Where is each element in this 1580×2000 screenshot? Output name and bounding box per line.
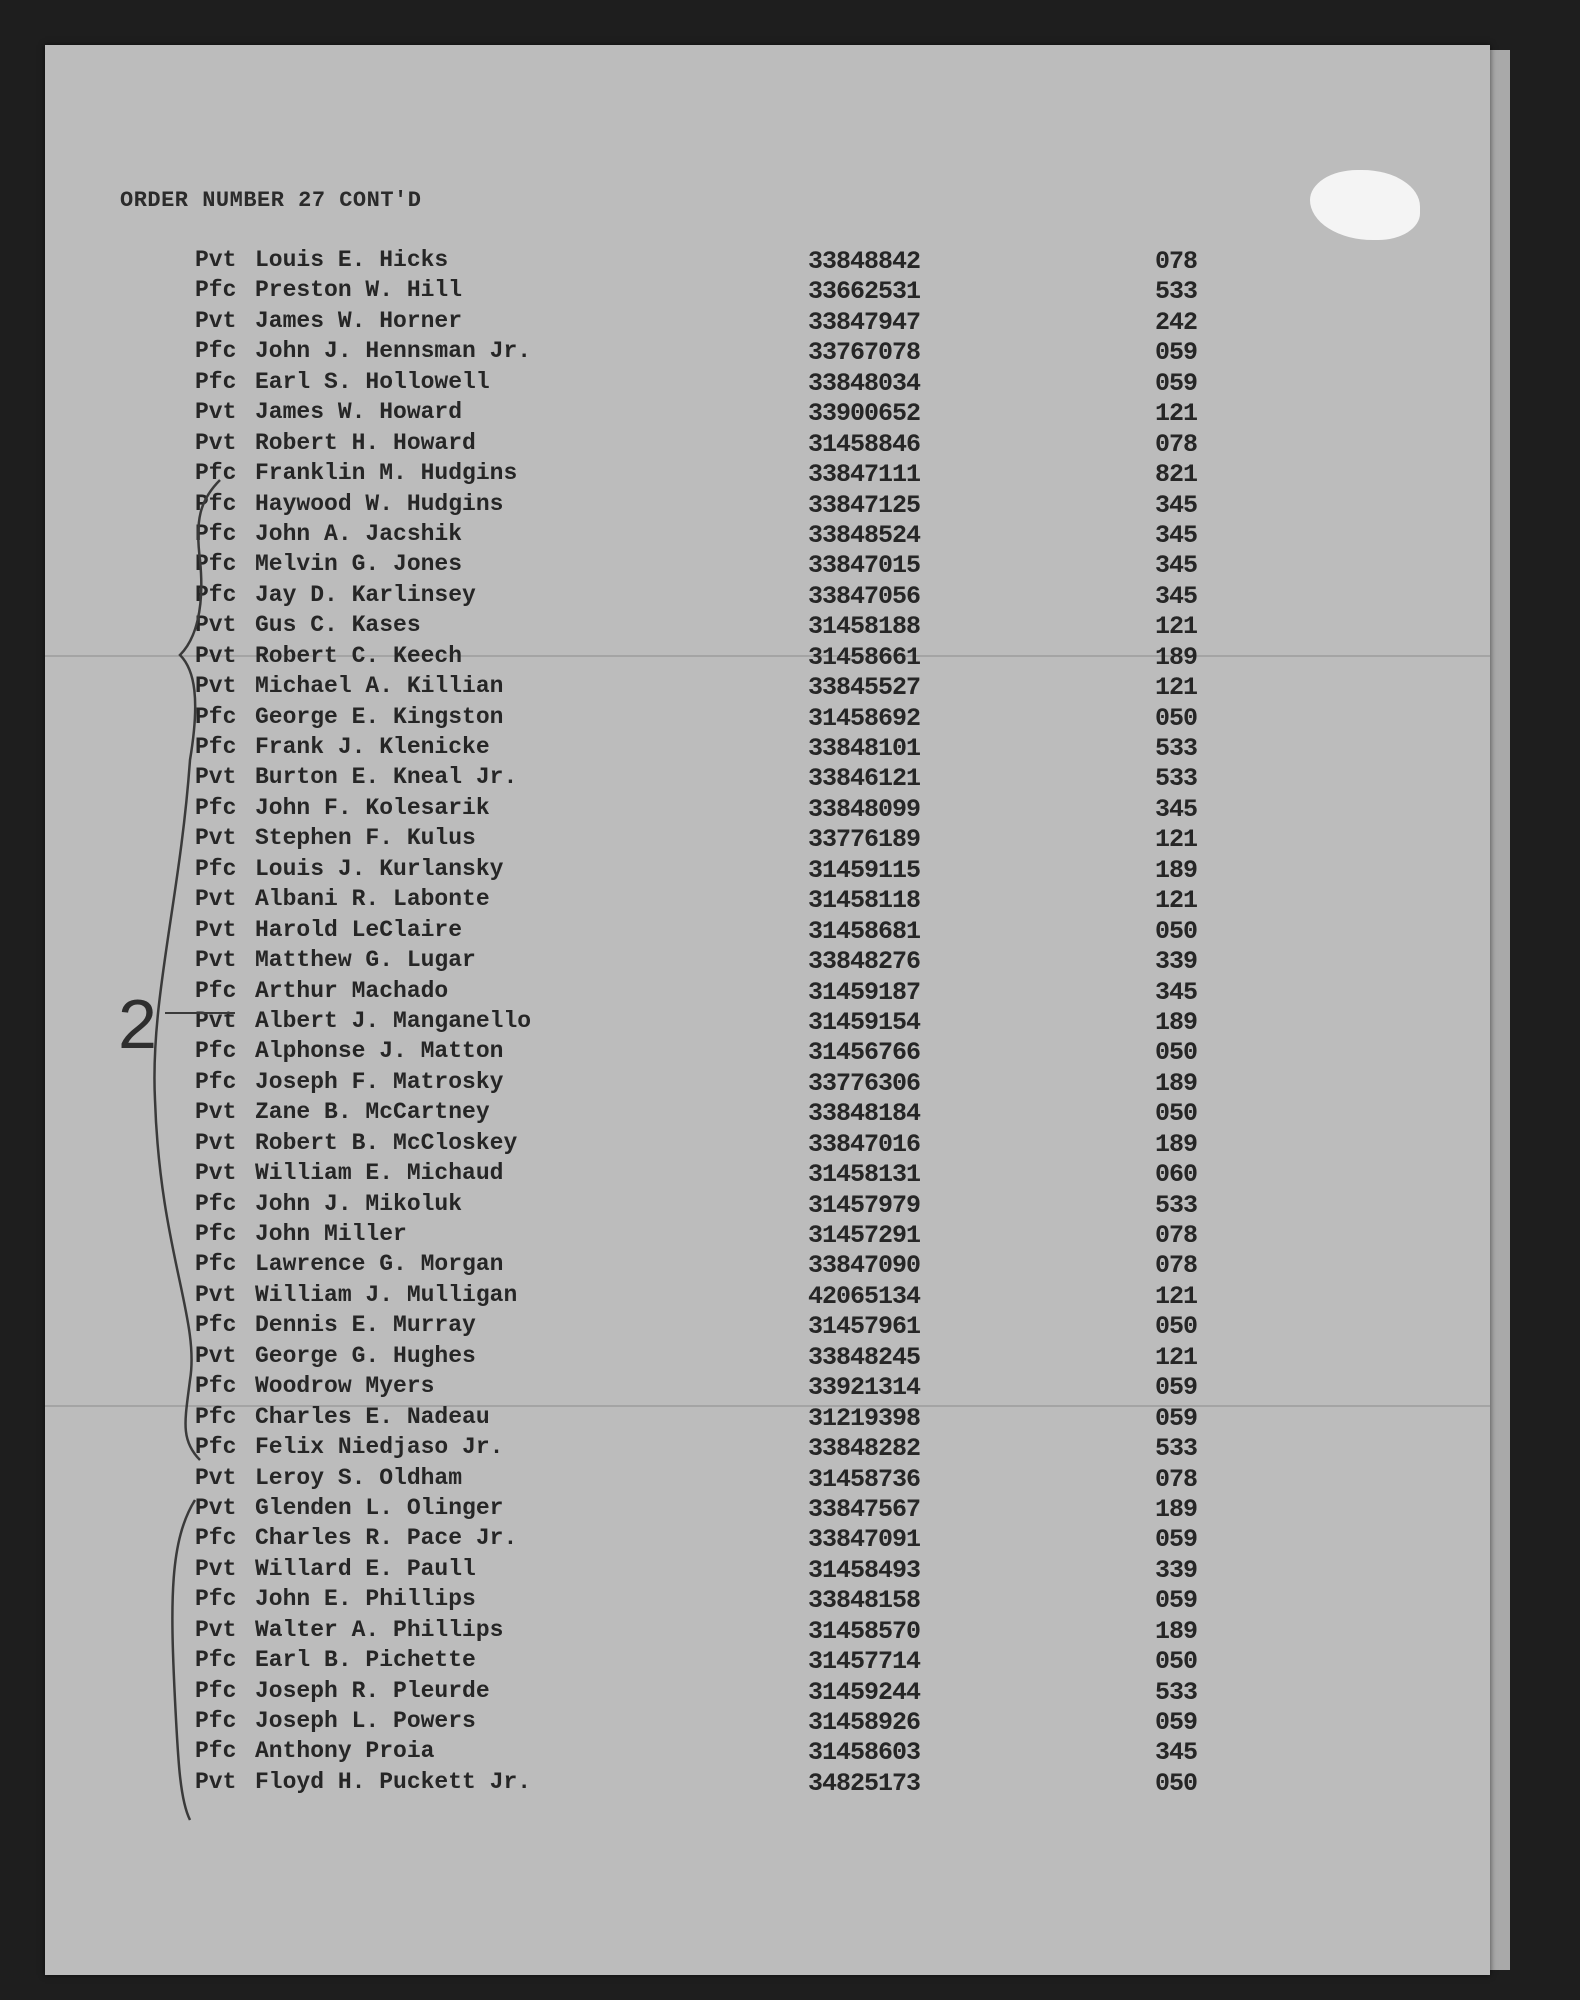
- roster-name: Glenden L. Olinger: [255, 1494, 504, 1521]
- margin-brace: [154, 480, 220, 1460]
- roster-rank: Pvt: [195, 1464, 237, 1491]
- roster-code: 050: [1155, 916, 1198, 946]
- roster-code: 189: [1155, 1616, 1198, 1646]
- roster-rank: Pvt: [195, 1129, 237, 1156]
- roster-rank: Pfc: [195, 338, 237, 365]
- roster-code: 339: [1155, 1555, 1198, 1585]
- roster-rank: Pfc: [195, 1525, 237, 1552]
- roster-name: George G. Hughes: [255, 1342, 476, 1369]
- roster-serial: 31458736: [808, 1464, 921, 1494]
- roster-name: Jay D. Karlinsey: [255, 581, 476, 608]
- roster-rank: Pfc: [195, 1190, 237, 1217]
- roster-serial: 31458493: [808, 1555, 921, 1585]
- roster-serial: 31457979: [808, 1190, 921, 1220]
- roster-serial: 42065134: [808, 1281, 921, 1311]
- roster-name: Walter A. Phillips: [255, 1616, 504, 1643]
- roster-rank: Pfc: [195, 1434, 237, 1461]
- roster-name: Robert C. Keech: [255, 642, 463, 669]
- roster-serial: 33845527: [808, 673, 921, 703]
- roster-name: Anthony Proia: [255, 1738, 435, 1765]
- roster-serial: 33848282: [808, 1434, 921, 1464]
- roster-code: 059: [1155, 368, 1198, 398]
- roster-serial: 33847016: [808, 1129, 921, 1159]
- roster-rank: Pvt: [195, 399, 237, 426]
- roster-code: 189: [1155, 642, 1198, 672]
- roster-serial: 31458603: [808, 1738, 921, 1768]
- roster-name: Louis E. Hicks: [255, 247, 449, 273]
- roster-code: 121: [1155, 825, 1198, 855]
- roster-name: John Miller: [255, 1221, 407, 1247]
- roster-code: 189: [1155, 1068, 1198, 1098]
- roster-rank: Pfc: [195, 1038, 237, 1065]
- roster-name: Joseph F. Matrosky: [255, 1068, 504, 1095]
- roster-code: 121: [1155, 399, 1198, 429]
- roster-name: Frank J. Klenicke: [255, 734, 490, 760]
- roster-name: James W. Howard: [255, 399, 463, 426]
- roster-serial: 31459187: [808, 977, 921, 1007]
- roster-name: Charles E. Nadeau: [255, 1403, 490, 1430]
- roster-serial: 33848524: [808, 520, 921, 550]
- roster-serial: 34825173: [808, 1768, 921, 1798]
- roster-serial: 33921314: [808, 1373, 921, 1403]
- roster-code: 059: [1155, 1525, 1198, 1555]
- roster-rank: Pvt: [195, 1616, 237, 1643]
- roster-serial: 31457714: [808, 1647, 921, 1677]
- roster-serial: 31458118: [808, 886, 921, 916]
- roster-name: Michael A. Killian: [255, 673, 504, 700]
- roster-serial: 31458188: [808, 612, 921, 642]
- roster-code: 533: [1155, 734, 1198, 763]
- roster-name: Stephen F. Kulus: [255, 825, 476, 852]
- roster-rank: Pfc: [195, 1068, 237, 1095]
- roster-name: William J. Mulligan: [255, 1281, 518, 1308]
- roster-serial: 33847015: [808, 551, 921, 581]
- roster-rank: Pfc: [195, 490, 237, 517]
- roster-code: 533: [1155, 1677, 1198, 1707]
- roster-serial: 33848034: [808, 368, 921, 398]
- roster-name: Dennis E. Murray: [255, 1312, 476, 1339]
- roster-rank: Pvt: [195, 1555, 237, 1582]
- roster-code: 345: [1155, 581, 1198, 611]
- roster-name: Felix Niedjaso Jr.: [255, 1434, 504, 1461]
- roster-rank: Pfc: [195, 1708, 237, 1734]
- roster-serial: 31458681: [808, 916, 921, 946]
- roster-serial: 33847090: [808, 1251, 921, 1281]
- roster-code: 345: [1155, 794, 1198, 824]
- roster-code: 059: [1155, 338, 1198, 368]
- roster-rank: Pfc: [195, 277, 237, 304]
- roster-serial: 31457291: [808, 1221, 921, 1250]
- roster-code: 059: [1155, 1403, 1198, 1433]
- roster-code: 121: [1155, 673, 1198, 703]
- roster-code: 059: [1155, 1586, 1198, 1616]
- roster-code: 121: [1155, 612, 1198, 642]
- roster-serial: 33662531: [808, 277, 921, 307]
- roster-rank: Pfc: [195, 1738, 237, 1765]
- roster-serial: 33847125: [808, 490, 921, 520]
- roster-code: 078: [1155, 1221, 1198, 1250]
- roster-serial: 33848101: [808, 734, 921, 763]
- roster-serial: 31458846: [808, 429, 921, 459]
- roster-code: 050: [1155, 1647, 1198, 1677]
- roster-name: John J. Hennsman Jr.: [255, 338, 532, 365]
- roster-code: 121: [1155, 1281, 1198, 1311]
- roster-name: Woodrow Myers: [255, 1373, 435, 1400]
- roster-code: 189: [1155, 855, 1198, 885]
- roster-serial: 31457961: [808, 1312, 921, 1342]
- roster-code: 121: [1155, 886, 1198, 916]
- roster-name: Matthew G. Lugar: [255, 947, 476, 974]
- roster-code: 533: [1155, 1434, 1198, 1464]
- roster-rank: Pfc: [195, 1373, 237, 1400]
- roster-rank: Pvt: [195, 1007, 237, 1034]
- roster-rank: Pfc: [195, 1586, 237, 1613]
- roster-serial: 33847091: [808, 1525, 921, 1555]
- roster-rank: Pvt: [195, 307, 237, 334]
- roster-serial: 33847111: [808, 460, 921, 490]
- roster-rank: Pvt: [195, 916, 237, 943]
- roster-code: 121: [1155, 1342, 1198, 1372]
- roster-rank: Pfc: [195, 855, 237, 882]
- roster-code: 533: [1155, 764, 1198, 794]
- roster-serial: 33900652: [808, 399, 921, 429]
- roster-name: Burton E. Kneal Jr.: [255, 764, 518, 791]
- roster-code: 078: [1155, 429, 1198, 459]
- roster-name: Arthur Machado: [255, 977, 449, 1004]
- roster-rank: Pfc: [195, 520, 237, 547]
- roster-code: 189: [1155, 1494, 1198, 1524]
- roster-serial: 31459115: [808, 855, 921, 885]
- roster-code: 078: [1155, 247, 1198, 276]
- roster-code: 059: [1155, 1708, 1198, 1737]
- margin-note: 2: [118, 985, 157, 1063]
- order-heading: ORDER NUMBER 27 CONT'D: [120, 188, 422, 213]
- roster-name: Albani R. Labonte: [255, 886, 490, 913]
- roster-code: 345: [1155, 1738, 1198, 1768]
- roster-rank: Pfc: [195, 977, 237, 1004]
- roster-rank: Pvt: [195, 612, 237, 639]
- roster-code: 821: [1155, 460, 1198, 490]
- roster-serial: 33776306: [808, 1068, 921, 1098]
- roster-name: Preston W. Hill: [255, 277, 463, 304]
- roster-name: Joseph R. Pleurde: [255, 1677, 490, 1704]
- roster-rank: Pvt: [195, 1099, 237, 1126]
- roster-name: John A. Jacshik: [255, 520, 463, 547]
- roster-name: Harold LeClaire: [255, 916, 463, 943]
- roster-serial: 33776189: [808, 825, 921, 855]
- roster-serial: 33847567: [808, 1494, 921, 1524]
- roster-rank: Pvt: [195, 1281, 237, 1308]
- roster-serial: 31459244: [808, 1677, 921, 1707]
- roster-code: 060: [1155, 1160, 1198, 1190]
- roster-serial: 31458570: [808, 1616, 921, 1646]
- roster-rank: Pvt: [195, 825, 237, 852]
- roster-serial: 31456766: [808, 1038, 921, 1068]
- roster-serial: 33848099: [808, 794, 921, 824]
- roster-rank: Pfc: [195, 703, 237, 730]
- roster-name: Lawrence G. Morgan: [255, 1251, 504, 1278]
- roster-code: 189: [1155, 1007, 1198, 1037]
- roster-code: 050: [1155, 1099, 1198, 1129]
- roster-rank: Pvt: [195, 1768, 237, 1795]
- roster-code: 533: [1155, 277, 1198, 307]
- roster-code: 050: [1155, 1312, 1198, 1342]
- roster-serial: 33847947: [808, 307, 921, 337]
- roster-rank: Pfc: [195, 794, 237, 821]
- roster-name: George E. Kingston: [255, 703, 504, 730]
- roster-rank: Pfc: [195, 1312, 237, 1339]
- roster-code: 050: [1155, 1038, 1198, 1068]
- roster-rank: Pfc: [195, 368, 237, 395]
- roster-name: Haywood W. Hudgins: [255, 490, 504, 517]
- roster-serial: 33847056: [808, 581, 921, 611]
- roster-rank: Pvt: [195, 673, 237, 700]
- roster-code: 345: [1155, 490, 1198, 520]
- roster-rank: Pfc: [195, 460, 237, 487]
- roster-rank: Pvt: [195, 1494, 237, 1521]
- roster-name: John J. Mikoluk: [255, 1190, 463, 1217]
- roster-rank: Pvt: [195, 1342, 237, 1369]
- roster-rank: Pvt: [195, 1160, 237, 1187]
- roster-rank: Pfc: [195, 1403, 237, 1430]
- roster-name: Earl B. Pichette: [255, 1647, 476, 1674]
- roster-rank: Pfc: [195, 734, 237, 760]
- roster-name: Charles R. Pace Jr.: [255, 1525, 518, 1552]
- roster-serial: 31458692: [808, 703, 921, 733]
- roster-code: 050: [1155, 1768, 1198, 1798]
- roster-name: James W. Horner: [255, 307, 463, 334]
- roster-code: 345: [1155, 551, 1198, 581]
- roster-serial: 33767078: [808, 338, 921, 368]
- roster-serial: 31458131: [808, 1160, 921, 1190]
- roster-code: 345: [1155, 520, 1198, 550]
- roster-name: Robert H. Howard: [255, 429, 476, 456]
- roster-serial: 33846121: [808, 764, 921, 794]
- roster-rank: Pvt: [195, 764, 237, 791]
- roster-rank: Pfc: [195, 551, 237, 578]
- roster-rank: Pvt: [195, 947, 237, 974]
- roster-rank: Pvt: [195, 429, 237, 456]
- roster-serial: 31219398: [808, 1403, 921, 1433]
- margin-brace-lower: [172, 1500, 195, 1820]
- roster-code: 345: [1155, 977, 1198, 1007]
- roster-serial: 31459154: [808, 1007, 921, 1037]
- roster-rank: Pfc: [195, 1677, 237, 1704]
- roster-serial: 33848158: [808, 1586, 921, 1616]
- roster-serial: 31458661: [808, 642, 921, 672]
- roster-serial: 33848184: [808, 1099, 921, 1129]
- roster-code: 242: [1155, 307, 1198, 337]
- roster-rank: Pfc: [195, 1251, 237, 1278]
- roster-name: Franklin M. Hudgins: [255, 460, 518, 487]
- roster-name: Louis J. Kurlansky: [255, 855, 504, 882]
- roster-rank: Pfc: [195, 581, 237, 608]
- roster-name: Leroy S. Oldham: [255, 1464, 463, 1491]
- roster-name: Robert B. McCloskey: [255, 1129, 518, 1156]
- roster-name: Melvin G. Jones: [255, 551, 463, 578]
- roster-name: Gus C. Kases: [255, 612, 421, 639]
- roster-name: Joseph L. Powers: [255, 1708, 476, 1734]
- roster-serial: 33848842: [808, 247, 921, 276]
- roster-code: 078: [1155, 1251, 1198, 1281]
- roster-name: John E. Phillips: [255, 1586, 476, 1613]
- roster-name: Floyd H. Puckett Jr.: [255, 1768, 532, 1795]
- roster-rank: Pvt: [195, 247, 237, 273]
- roster-name: Zane B. McCartney: [255, 1099, 490, 1126]
- roster-name: Earl S. Hollowell: [255, 368, 490, 395]
- roster-rank: Pvt: [195, 642, 237, 669]
- roster-name: William E. Michaud: [255, 1160, 504, 1187]
- roster-rank: Pvt: [195, 886, 237, 913]
- roster-code: 078: [1155, 1464, 1198, 1494]
- roster-code: 339: [1155, 947, 1198, 977]
- roster-name: Willard E. Paull: [255, 1555, 476, 1582]
- roster-serial: 33848276: [808, 947, 921, 977]
- roster-rank: Pfc: [195, 1221, 237, 1247]
- roster-code: 189: [1155, 1129, 1198, 1159]
- roster-rank: Pfc: [195, 1647, 237, 1674]
- roster-code: 050: [1155, 703, 1198, 733]
- roster-name: Albert J. Manganello: [255, 1007, 532, 1034]
- roster-serial: 31458926: [808, 1708, 921, 1737]
- roster-code: 059: [1155, 1373, 1198, 1403]
- roster-name: John F. Kolesarik: [255, 794, 490, 821]
- roster-serial: 33848245: [808, 1342, 921, 1372]
- roster-code: 533: [1155, 1190, 1198, 1220]
- roster-name: Alphonse J. Matton: [255, 1038, 504, 1065]
